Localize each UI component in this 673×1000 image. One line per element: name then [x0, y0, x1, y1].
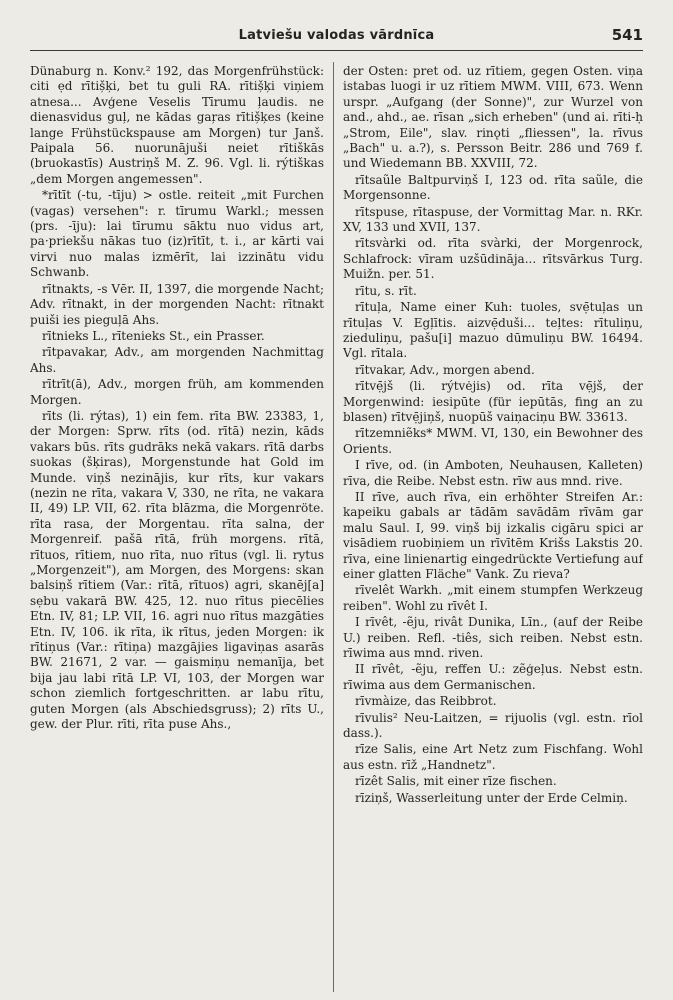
dictionary-entry: rīts (li. rýtas), 1) ein fem. rīta BW. 23383, 1, der Morgen: Sprw. rīts (od. rītā) nezin, kāds vakars būs. rīts gudrāks nekā vakars. rītā darbs suokas (šķiras), Morgenstunde hat Gold im Munde. viņš nezinājis, kur rīts, kur vakars (nezin ne rīta, vakara V, 330, ne rīta, ne vakara II, 49) LP. VII, 62. rīta blāzma, die Morgenröte. rīta rasa, der Morgentau. rīta salna, der Morgenreif. pašā rītā, früh morgens. rītā, rītuos, rītiem, nuo rīta, nuo rītus (vgl. li. rytus „Morgenzeit"), am Morgen, des Morgens: skan balsiņš rītiem (Var.: rītā, rītuos) agri, skanēj[a] sẹbu vakarā BW. 425, 12. nuo rītus piecēlies Etn. IV, 81; LP. VII, 16. agri nuo rītus mazgāties Etn. IV, 106. ik rīta, ik rītus, jeden Morgen: ik rītiņus (Var.: rītiņa) mazgājies ligaviņas asarās BW. 21671, 2 var. — gaismiņu nemanīja, bet bija jau labi rītā LP. VI, 103, der Morgen war schon ziemlich fortgeschritten. ar labu rītu, guten Morgen (als Abschiedsgruss); 2) rīts U., gew. der Plur. rīti, rīta puse Ahs., — [30, 408, 324, 732]
dictionary-entry: rītvakar, Adv., morgen abend. — [355, 362, 535, 377]
dictionary-entry: der Osten: pret od. uz rītiem, gegen Osten. viņa istabas luogi ir uz rītiem MWM. VIII, 673. Wenn urspr. „Aufgang (der Sonne)", zur Wurzel von and., ahd., ae. rīsan „sich erheben" (und ai. rīti-ḥ „Strom, Eile", slav. rinǫti „fliessen", la. rīvus „Bach" u. a.?), s. Persson Beitr. 286 und 769 f. und Wiedemann BB. XXVIII, 72. — [343, 64, 643, 171]
dictionary-entry: rītu, s. rīt. — [355, 283, 417, 298]
dictionary-entry: II rīve, auch rīva, ein erhöhter Streifen Ar.: kapeiku gabals ar tādām savādām rīvām gar malu Saul. I, 99. viņš bij izkalis cigāru spici ar visādiem ruobiņiem un rīvītēm Krišs Lakstis 20. rīva, eine linienartig eingedrückte Vertiefung auf einer glatten Fläche" Vank. Zu rieva? — [343, 489, 643, 581]
dictionary-entry: II rīvêt, -ẽju, reffen U.: zẽģeļus. Nebst estn. rīwima aus dem Germanischen. — [343, 662, 643, 692]
dictionary-entry: rīvulis² Neu-Laitzen, = rijuolis (vgl. estn. rīol dass.). — [343, 710, 643, 741]
dictionary-entry: rītnakts, -s Vēr. II, 1397, die morgende Nacht; Adv. rītnakt, in der morgenden Nacht: rītnakt puiši ies pieguļā Ahs. — [30, 281, 324, 327]
dictionary-entry: rītuļa, Name einer Kuh: tuoles, svẹ̄tuļas un rītuļas V. Egļītis. aizvẹ̄duši... teļtes: rītuliņu, zieduliņu, pašu[i] mazuo dūmuliņu BW. 16494. Vgl. rītala. — [343, 300, 643, 361]
dictionary-entry: rīziņš, Wasserleitung unter der Erde Celmiņ. — [355, 790, 628, 805]
dictionary-entry: rīzêt Salis, mit einer rīze fischen. — [355, 774, 557, 789]
dictionary-entry: rītnieks L., rītenieks St., ein Prasser. — [42, 328, 265, 343]
dictionary-entry: rītzemniẽks* MWM. VI, 130, ein Bewohner des Orients. — [343, 426, 643, 456]
dictionary-entry: rīvmàize, das Reibbrot. — [355, 694, 497, 709]
dictionary-entry: rītrīt(ā), Adv., morgen früh, am kommenden Morgen. — [30, 377, 324, 407]
column-divider — [333, 62, 334, 992]
dictionary-entry: rīze Salis, eine Art Netz zum Fischfang. Wohl aus estn. rīž „Handnetz". — [343, 742, 643, 772]
dictionary-entry: I rīve, od. (in Amboten, Neuhausen, Kalleten) rīva, die Reibe. Nebst estn. rīw aus mnd. rive. — [343, 458, 643, 488]
dictionary-entry: *rītīt (-tu, -tīju) > ostle. reiteit „mit Furchen (vagas) versehen": r. tīrumu Warkl.; messen (prs. -īju): lai tīrumu sāktu nuo vidus art, pa·priekšu nākas tuo (iz)rītīt, t. i., ar kārti vai virvi nuo malas izmērīt, lai izzinātu vidu Schwanb. — [30, 188, 324, 280]
page-number: 541 — [611, 26, 643, 44]
dictionary-entry: rītpavakar, Adv., am morgenden Nachmittag Ahs. — [30, 345, 324, 375]
dictionary-entry: rītsaũle Baltpurviņš I, 123 od. rīta saũle, die Morgensonne. — [343, 172, 643, 203]
page-header — [30, 26, 643, 51]
page-title: Latviešu valodas vārdnīca — [238, 28, 435, 43]
dictionary-entry: rīvelêt Warkh. „mit einem stumpfen Werkzeug reiben". Wohl zu rīvêt I. — [343, 583, 643, 613]
dictionary-entry: Dünaburg n. Konv.² 192, das Morgenfrühstück: citi ẹd rītiș̌ķi, bet tu guli RA. rītiș̌ķi viņiem atnesa... Avģene Veselis Tīrumu ļaudis. ne dienasvidus guļ, ne kādas gaŗas rītiș̌ķes (keine lange Frühstückspause am Morgen) tur Janš. Paipala 56. nuorunājuši neiet rītiškās (bruokastīs) Austriņš M. Z. 96. Vgl. li. rýtiškas „dem Morgen angemessen". — [30, 64, 324, 186]
dictionary-entry: rītspuse, rītaspuse, der Vormittag Mar. n. RKr. XV, 133 und XVII, 137. — [343, 204, 643, 235]
dictionary-entry: rītsvàrki od. rīta svàrki, der Morgenrock, Schlafrock: vīram uzšūdināja... rītsvārkus Turg. Muižn. per. 51. — [343, 236, 643, 282]
dictionary-entry: rītvẹ̄jš (li. rýtvėjis) od. rīta vẹ̄jš, der Morgenwind: iesipūte (für iepūtās, fing an zu blasen) rītvẹ̄jiņš, nuopūš vaiņaciņu BW. 33613. — [343, 379, 643, 424]
left-column — [30, 64, 324, 994]
right-column — [343, 64, 643, 994]
dictionary-entry: I rīvêt, -ẽju, rivât Dunika, Līn., (auf der Reibe U.) reiben. Refl. -tiês, sich reiben. Nebst estn. rīwima aus mnd. riven. — [343, 615, 643, 661]
